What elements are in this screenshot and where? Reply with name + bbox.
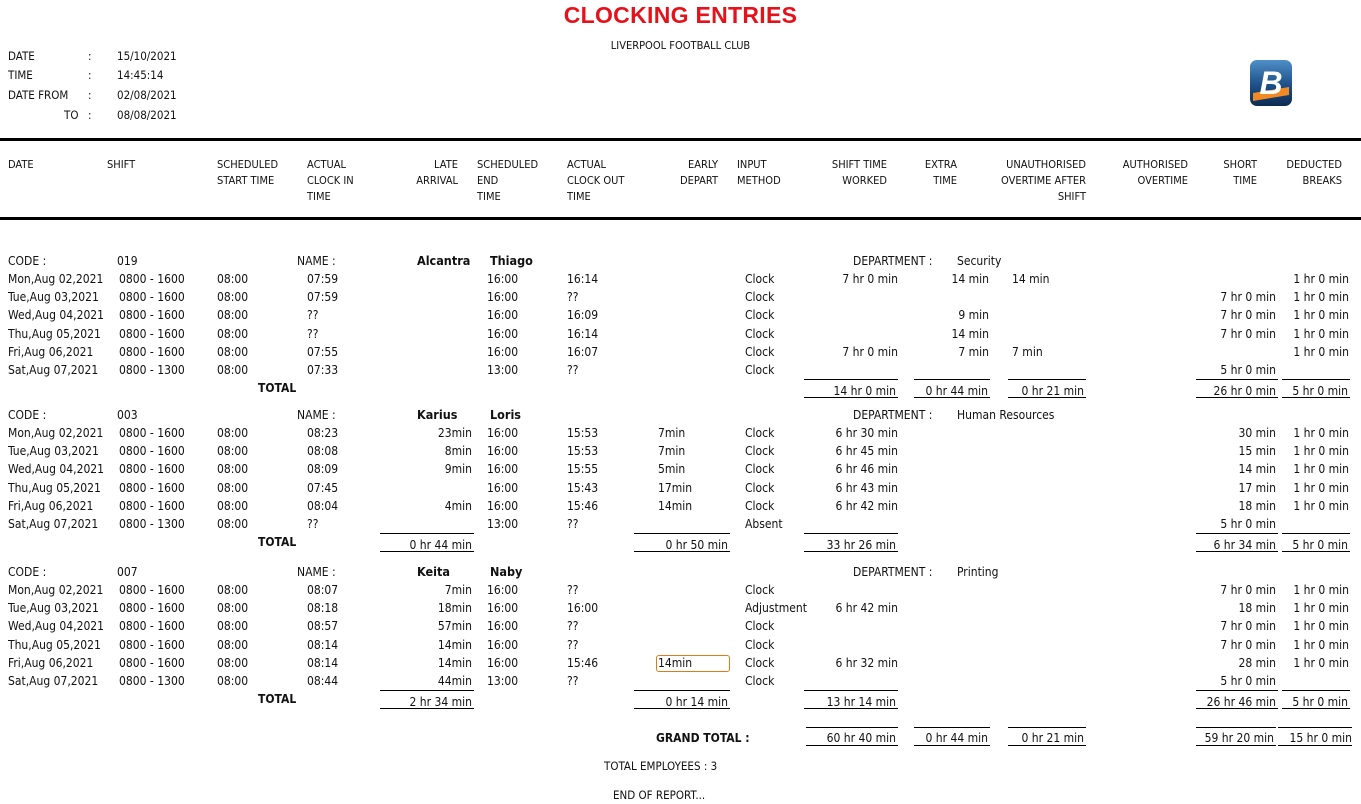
total-unauth: 0 hr 21 min: [1021, 384, 1084, 399]
total-underline: [1278, 727, 1352, 728]
total-label: TOTAL: [258, 535, 297, 550]
grand-total-short: 59 hr 20 min: [1204, 731, 1274, 745]
row-sched-end: 16:00: [487, 308, 519, 323]
row-sched-end: 16:00: [487, 583, 519, 597]
meta-label: TIME: [8, 68, 33, 82]
total-early: 0 hr 50 min: [665, 538, 728, 553]
row-shift: 0800 - 1600: [119, 655, 185, 670]
row-clock-in: 07:59: [307, 290, 339, 305]
row-late: 18min: [437, 601, 472, 616]
total-underline: [1196, 690, 1278, 691]
meta-value: 08/08/2021: [117, 108, 177, 122]
row-date: Thu,Aug 05,2021: [8, 480, 101, 495]
row-clock-out: ??: [567, 290, 579, 305]
employee-first-name: Thiago: [490, 253, 533, 268]
row-shift: 0800 - 1600: [119, 308, 185, 323]
row-early: 14min: [658, 498, 693, 513]
row-short: 7 hr 0 min: [1220, 637, 1276, 652]
meta-label: DATE: [8, 49, 35, 63]
row-clock-in: 07:59: [307, 272, 339, 286]
row-clock-out: 15:46: [567, 655, 599, 670]
row-date: Wed,Aug 04,2021: [8, 308, 105, 323]
total-extra: 0 hr 44 min: [925, 384, 988, 399]
column-header-late: LATE ARRIVAL: [416, 158, 458, 187]
employee-last-name: Keita: [417, 564, 450, 579]
row-clock-in: 07:55: [307, 344, 339, 359]
meta-value: 14:45:14: [117, 68, 164, 82]
row-input: Clock: [745, 480, 775, 495]
row-breaks: 1 hr 0 min: [1293, 444, 1349, 459]
department-name: Human Resources: [957, 408, 1055, 422]
row-extra: 14 min: [951, 272, 989, 286]
meta-label: TO: [64, 108, 79, 122]
row-breaks: 1 hr 0 min: [1293, 583, 1349, 597]
column-header-sched-start: SCHEDULED START TIME: [217, 158, 279, 187]
employee-code: 003: [117, 408, 138, 422]
row-sched-end: 16:00: [487, 601, 519, 616]
row-short: 7 hr 0 min: [1220, 290, 1276, 305]
row-input: Clock: [745, 674, 775, 688]
grand-total-worked: 60 hr 40 min: [826, 731, 896, 745]
row-clock-out: ??: [567, 619, 579, 634]
row-shift: 0800 - 1600: [119, 601, 185, 616]
row-input: Clock: [745, 444, 775, 459]
row-late: 14min: [437, 655, 472, 670]
employee-code: 019: [117, 254, 138, 268]
row-sched-end: 16:00: [487, 619, 519, 634]
total-underline: [1282, 379, 1350, 380]
row-clock-in: 07:45: [307, 480, 339, 495]
column-header-shift: SHIFT: [107, 158, 136, 171]
row-short: 15 min: [1238, 444, 1276, 459]
row-date: Tue,Aug 03,2021: [8, 444, 99, 459]
employee-last-name: Karius: [417, 407, 458, 422]
row-date: Wed,Aug 04,2021: [8, 462, 105, 477]
total-underline: [380, 533, 474, 534]
row-date: Sat,Aug 07,2021: [8, 517, 99, 531]
row-worked: 6 hr 30 min: [835, 426, 898, 440]
row-clock-out: 15:53: [567, 426, 599, 440]
total-short: 26 hr 46 min: [1206, 695, 1276, 710]
row-shift: 0800 - 1600: [119, 344, 185, 359]
row-extra: 7 min: [958, 344, 989, 359]
row-clock-in: 08:23: [307, 426, 339, 440]
row-late: 57min: [437, 619, 472, 634]
row-sched-start: 08:00: [217, 363, 249, 377]
total-underline: [804, 533, 898, 534]
row-breaks: 1 hr 0 min: [1293, 619, 1349, 634]
row-late: 7min: [444, 583, 472, 597]
row-short: 7 hr 0 min: [1220, 326, 1276, 341]
row-date: Tue,Aug 03,2021: [8, 290, 99, 305]
row-short: 28 min: [1238, 655, 1276, 670]
row-clock-out: ??: [567, 583, 579, 597]
row-clock-out: 16:14: [567, 272, 599, 286]
row-worked: 6 hr 42 min: [835, 601, 898, 616]
row-clock-out: 15:43: [567, 480, 599, 495]
row-shift: 0800 - 1600: [119, 272, 185, 286]
row-breaks: 1 hr 0 min: [1293, 462, 1349, 477]
row-date: Wed,Aug 04,2021: [8, 619, 105, 634]
row-breaks: 1 hr 0 min: [1293, 655, 1349, 670]
row-worked: 7 hr 0 min: [842, 344, 898, 359]
row-clock-out: ??: [567, 637, 579, 652]
row-input: Clock: [745, 619, 775, 634]
total-underline: [380, 690, 474, 691]
total-short: 26 hr 0 min: [1213, 384, 1276, 399]
row-worked: 7 hr 0 min: [842, 272, 898, 286]
employee-code-label: CODE :: [8, 565, 47, 579]
row-breaks: 1 hr 0 min: [1293, 637, 1349, 652]
row-shift: 0800 - 1600: [119, 480, 185, 495]
total-short: 6 hr 34 min: [1213, 538, 1276, 553]
row-date: Thu,Aug 05,2021: [8, 326, 101, 341]
row-sched-end: 16:00: [487, 344, 519, 359]
row-clock-in: 07:33: [307, 363, 339, 377]
column-header-short: SHORT TIME: [1223, 158, 1257, 187]
row-clock-in: 08:14: [307, 637, 339, 652]
row-input: Clock: [745, 326, 775, 341]
row-worked: 6 hr 45 min: [835, 444, 898, 459]
column-header-auth: AUTHORISED OVERTIME: [1122, 158, 1188, 187]
row-breaks: 1 hr 0 min: [1293, 290, 1349, 305]
company-name: LIVERPOOL FOOTBALL CLUB: [610, 39, 751, 52]
row-sched-end: 16:00: [487, 290, 519, 305]
row-worked: 6 hr 32 min: [835, 655, 898, 670]
row-sched-start: 08:00: [217, 601, 249, 616]
row-date: Mon,Aug 02,2021: [8, 426, 104, 440]
column-header-extra: EXTRA TIME: [924, 158, 957, 187]
end-of-report: END OF REPORT...: [613, 788, 706, 802]
row-clock-in: 08:04: [307, 498, 339, 513]
row-input: Clock: [745, 290, 775, 305]
row-short: 7 hr 0 min: [1220, 308, 1276, 323]
row-sched-end: 16:00: [487, 326, 519, 341]
row-sched-start: 08:00: [217, 637, 249, 652]
meta-separator: :: [88, 108, 92, 122]
row-date: Fri,Aug 06,2021: [8, 655, 94, 670]
total-underline: [634, 690, 730, 691]
row-shift: 0800 - 1300: [119, 363, 185, 377]
row-sched-start: 08:00: [217, 480, 249, 495]
row-sched-start: 08:00: [217, 308, 249, 323]
row-extra: 14 min: [951, 326, 989, 341]
row-short: 5 hr 0 min: [1220, 674, 1276, 688]
row-clock-in: 08:07: [307, 583, 339, 597]
total-underline: [914, 727, 990, 728]
total-breaks: 5 hr 0 min: [1292, 695, 1348, 710]
row-clock-out: ??: [567, 517, 579, 531]
row-input: Clock: [745, 655, 775, 670]
row-clock-in: 08:09: [307, 462, 339, 477]
row-unauth: 14 min: [1012, 272, 1050, 286]
meta-value: 02/08/2021: [117, 88, 177, 102]
row-sched-start: 08:00: [217, 462, 249, 477]
row-sched-end: 13:00: [487, 363, 519, 377]
row-breaks: 1 hr 0 min: [1293, 308, 1349, 323]
column-header-date: DATE: [8, 158, 34, 171]
row-breaks: 1 hr 0 min: [1293, 326, 1349, 341]
row-sched-end: 16:00: [487, 637, 519, 652]
header-bottom-rule: [0, 217, 1361, 220]
row-date: Fri,Aug 06,2021: [8, 498, 94, 513]
total-underline: [804, 690, 898, 691]
total-underline: [914, 379, 990, 380]
total-underline: [1196, 727, 1276, 728]
row-sched-end: 16:00: [487, 498, 519, 513]
row-late: 44min: [437, 674, 472, 688]
total-late: 0 hr 44 min: [409, 538, 472, 553]
grand-total-unauth: 0 hr 21 min: [1021, 731, 1084, 745]
row-input: Absent: [745, 517, 783, 531]
row-sched-end: 16:00: [487, 480, 519, 495]
employee-first-name: Loris: [490, 407, 521, 422]
row-input: Clock: [745, 498, 775, 513]
meta-label: DATE FROM: [8, 88, 69, 102]
total-underline: [1008, 379, 1086, 380]
row-clock-in: ??: [307, 517, 319, 531]
header-top-rule: [0, 138, 1361, 141]
row-input: Clock: [745, 637, 775, 652]
total-underline: [1008, 727, 1086, 728]
row-breaks: 1 hr 0 min: [1293, 480, 1349, 495]
row-clock-out: 15:46: [567, 498, 599, 513]
total-underline: [1196, 379, 1278, 380]
meta-value: 15/10/2021: [117, 49, 177, 63]
row-input: Clock: [745, 272, 775, 286]
total-underline: [1196, 533, 1278, 534]
row-breaks: 1 hr 0 min: [1293, 498, 1349, 513]
total-employees: TOTAL EMPLOYEES : 3: [604, 759, 718, 773]
employee-code-label: CODE :: [8, 254, 47, 268]
company-logo-icon: [1249, 59, 1293, 107]
row-late: 8min: [444, 444, 472, 459]
row-clock-out: ??: [567, 674, 579, 688]
employee-name-label: NAME :: [297, 408, 336, 422]
row-date: Thu,Aug 05,2021: [8, 637, 101, 652]
row-input: Clock: [745, 426, 775, 440]
employee-name-label: NAME :: [297, 565, 336, 579]
column-header-breaks: DEDUCTED BREAKS: [1286, 158, 1342, 187]
row-input: Clock: [745, 308, 775, 323]
report-title: CLOCKING ENTRIES: [563, 2, 798, 28]
row-clock-out: ??: [567, 363, 579, 377]
row-input: Clock: [745, 363, 775, 377]
meta-separator: :: [88, 68, 92, 82]
row-short: 14 min: [1238, 462, 1276, 477]
row-sched-start: 08:00: [217, 619, 249, 634]
row-short: 18 min: [1238, 498, 1276, 513]
row-sched-start: 08:00: [217, 498, 249, 513]
row-early: 7min: [658, 426, 686, 440]
row-clock-out: 16:00: [567, 601, 599, 616]
row-late: 23min: [437, 426, 472, 440]
row-date: Sat,Aug 07,2021: [8, 363, 99, 377]
row-shift: 0800 - 1600: [119, 498, 185, 513]
row-worked: 6 hr 46 min: [835, 462, 898, 477]
row-short: 17 min: [1238, 480, 1276, 495]
total-underline: [1282, 533, 1350, 534]
row-shift: 0800 - 1600: [119, 444, 185, 459]
row-shift: 0800 - 1600: [119, 583, 185, 597]
row-sched-start: 08:00: [217, 444, 249, 459]
row-shift: 0800 - 1600: [119, 619, 185, 634]
row-breaks: 1 hr 0 min: [1293, 344, 1349, 359]
row-sched-start: 08:00: [217, 344, 249, 359]
row-early: 17min: [658, 480, 693, 495]
total-worked: 14 hr 0 min: [833, 384, 896, 399]
row-short: 18 min: [1238, 601, 1276, 616]
row-sched-start: 08:00: [217, 326, 249, 341]
column-header-worked: SHIFT TIME WORKED: [831, 158, 887, 187]
row-date: Tue,Aug 03,2021: [8, 601, 99, 616]
row-sched-start: 08:00: [217, 272, 249, 286]
row-date: Mon,Aug 02,2021: [8, 272, 104, 286]
row-sched-end: 13:00: [487, 674, 519, 688]
employee-first-name: Naby: [490, 564, 523, 579]
department-name: Printing: [957, 565, 999, 579]
row-early: 7min: [658, 444, 686, 459]
row-sched-start: 08:00: [217, 674, 249, 688]
row-sched-start: 08:00: [217, 583, 249, 597]
row-clock-out: 15:55: [567, 462, 599, 477]
row-sched-end: 16:00: [487, 462, 519, 477]
grand-total-extra: 0 hr 44 min: [925, 731, 988, 745]
row-clock-in: 08:14: [307, 655, 339, 670]
row-date: Sat,Aug 07,2021: [8, 674, 99, 688]
row-short: 5 hr 0 min: [1220, 517, 1276, 531]
total-underline: [634, 533, 730, 534]
row-input: Adjustment: [745, 601, 807, 616]
department-label: DEPARTMENT :: [853, 408, 933, 422]
total-late: 2 hr 34 min: [409, 695, 472, 710]
row-unauth: 7 min: [1012, 344, 1043, 359]
column-header-clock-in: ACTUAL CLOCK IN TIME: [307, 158, 354, 203]
row-late: 9min: [444, 462, 472, 477]
column-header-sched-end: SCHEDULED END TIME: [477, 158, 539, 203]
total-breaks: 5 hr 0 min: [1292, 538, 1348, 553]
early-depart-highlight: [656, 655, 730, 672]
row-shift: 0800 - 1600: [119, 426, 185, 440]
row-short: 30 min: [1238, 426, 1276, 440]
column-header-clock-out: ACTUAL CLOCK OUT TIME: [567, 158, 625, 203]
row-shift: 0800 - 1600: [119, 326, 185, 341]
row-input: Clock: [745, 583, 775, 597]
row-worked: 6 hr 43 min: [835, 480, 898, 495]
row-shift: 0800 - 1300: [119, 674, 185, 688]
row-shift: 0800 - 1600: [119, 462, 185, 477]
department-name: Security: [957, 254, 1002, 268]
meta-separator: :: [88, 49, 92, 63]
department-label: DEPARTMENT :: [853, 254, 933, 268]
row-short: 7 hr 0 min: [1220, 583, 1276, 597]
department-label: DEPARTMENT :: [853, 565, 933, 579]
total-label: TOTAL: [258, 381, 297, 396]
grand-total-label: GRAND TOTAL :: [656, 731, 750, 745]
column-header-unauth: UNAUTHORISED OVERTIME AFTER SHIFT: [1000, 158, 1086, 203]
row-late: 14min: [437, 637, 472, 652]
row-clock-in: 08:44: [307, 674, 339, 688]
total-breaks: 5 hr 0 min: [1292, 384, 1348, 399]
row-sched-start: 08:00: [217, 290, 249, 305]
row-sched-end: 16:00: [487, 272, 519, 286]
grand-total-breaks: 15 hr 0 min: [1289, 731, 1352, 745]
row-clock-in: 08:57: [307, 619, 339, 634]
row-sched-end: 16:00: [487, 655, 519, 670]
employee-name-label: NAME :: [297, 254, 336, 268]
row-extra: 9 min: [958, 308, 989, 323]
employee-last-name: Alcantra: [417, 253, 471, 268]
row-breaks: 1 hr 0 min: [1293, 272, 1349, 286]
row-clock-out: 16:09: [567, 308, 599, 323]
row-sched-end: 16:00: [487, 444, 519, 459]
total-worked: 33 hr 26 min: [826, 538, 896, 553]
employee-code: 007: [117, 565, 138, 579]
row-sched-start: 08:00: [217, 655, 249, 670]
row-clock-in: 08:08: [307, 444, 339, 459]
row-input: Clock: [745, 462, 775, 477]
row-sched-start: 08:00: [217, 426, 249, 440]
logo-letter: B: [1259, 65, 1283, 101]
row-shift: 0800 - 1600: [119, 637, 185, 652]
row-input: Clock: [745, 344, 775, 359]
employee-code-label: CODE :: [8, 408, 47, 422]
row-clock-out: 16:14: [567, 326, 599, 341]
row-late: 4min: [444, 498, 472, 513]
total-early: 0 hr 14 min: [665, 695, 728, 710]
row-clock-out: 15:53: [567, 444, 599, 459]
total-underline: [1282, 690, 1350, 691]
column-header-early: EARLY DEPART: [679, 158, 718, 187]
row-early: 5min: [658, 462, 686, 477]
row-early: 14min: [658, 655, 693, 670]
row-sched-end: 16:00: [487, 426, 519, 440]
row-worked: 6 hr 42 min: [835, 498, 898, 513]
row-clock-out: 16:07: [567, 344, 599, 359]
total-underline: [804, 379, 898, 380]
row-shift: 0800 - 1300: [119, 517, 185, 531]
row-short: 7 hr 0 min: [1220, 619, 1276, 634]
row-shift: 0800 - 1600: [119, 290, 185, 305]
row-breaks: 1 hr 0 min: [1293, 601, 1349, 616]
total-underline: [806, 727, 898, 728]
row-sched-start: 08:00: [217, 517, 249, 531]
row-date: Fri,Aug 06,2021: [8, 344, 94, 359]
row-clock-in: ??: [307, 326, 319, 341]
total-label: TOTAL: [258, 692, 297, 707]
row-date: Mon,Aug 02,2021: [8, 583, 104, 597]
row-sched-end: 13:00: [487, 517, 519, 531]
row-clock-in: 08:18: [307, 601, 339, 616]
column-header-input: INPUT METHOD: [737, 158, 781, 187]
meta-separator: :: [88, 88, 92, 102]
row-clock-in: ??: [307, 308, 319, 323]
row-short: 5 hr 0 min: [1220, 363, 1276, 377]
total-worked: 13 hr 14 min: [826, 695, 896, 710]
row-breaks: 1 hr 0 min: [1293, 426, 1349, 440]
